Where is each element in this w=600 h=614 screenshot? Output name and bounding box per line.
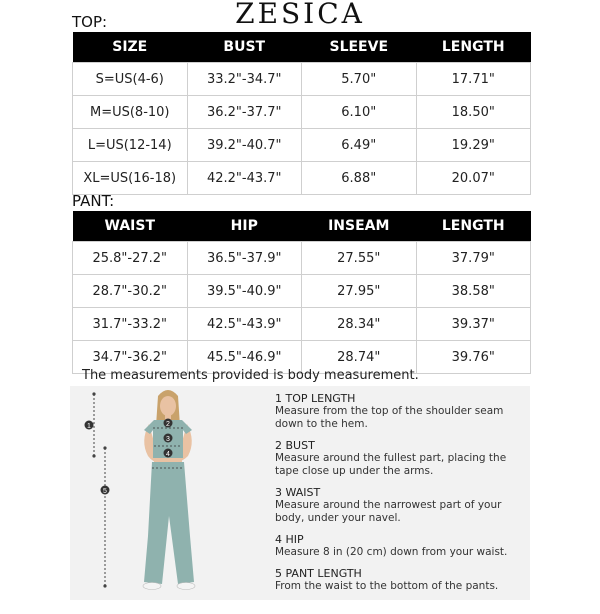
- table-cell: 39.5"-40.9": [187, 275, 302, 308]
- column-header: SLEEVE: [302, 32, 417, 63]
- table-cell: 28.7"-30.2": [73, 275, 188, 308]
- marker-label: 3: [166, 436, 170, 443]
- table-row: [73, 63, 531, 96]
- table-cell: 17.71": [416, 63, 531, 96]
- table-cell: 27.95": [302, 275, 417, 308]
- table-cell: 34.7"-36.2": [73, 341, 188, 374]
- pant-section-label: PANT:: [72, 192, 115, 210]
- instruction-step: [275, 486, 530, 533]
- pant-size-table: [72, 211, 531, 374]
- table-cell: 36.5"-37.9": [187, 242, 302, 275]
- table-cell: 39.76": [416, 341, 531, 374]
- measurement-note: The measurements provided is body measurement.: [82, 368, 419, 383]
- table-row: [73, 308, 531, 341]
- step-text: Measure 8 in (20 cm) down from your waist.: [275, 546, 508, 558]
- table-cell: 25.8"-27.2": [73, 242, 188, 275]
- table-cell: S=US(4-6): [73, 63, 188, 96]
- table-header-row: [73, 211, 531, 242]
- pants-garment-shape: [144, 462, 194, 584]
- step-text: Measure around the fullest part, placing the tape close up under the arms.: [275, 452, 507, 477]
- marker-label: 5: [103, 488, 107, 495]
- marker-label: 2: [166, 421, 170, 428]
- table-row: [73, 96, 531, 129]
- table-cell: 5.70": [302, 63, 417, 96]
- marker-1: [85, 421, 94, 431]
- column-header: HIP: [187, 211, 302, 242]
- table-cell: 28.34": [302, 308, 417, 341]
- head-shape: [160, 396, 176, 416]
- step-title: 5 PANT LENGTH: [275, 567, 362, 580]
- table-cell: 6.88": [302, 162, 417, 195]
- step-text: Measure around the narrowest part of your body, under your navel.: [275, 499, 502, 524]
- table-cell: 42.5"-43.9": [187, 308, 302, 341]
- table-cell: 38.58": [416, 275, 531, 308]
- column-header: SIZE: [73, 32, 188, 63]
- step-title: 2 BUST: [275, 439, 315, 452]
- table-cell: 45.5"-46.9": [187, 341, 302, 374]
- table-cell: 42.2"-43.7": [187, 162, 302, 195]
- table-cell: 33.2"-34.7": [187, 63, 302, 96]
- step-text: Measure from the top of the shoulder seam down to the hem.: [275, 405, 504, 430]
- right-shoe-shape: [177, 583, 195, 590]
- line-end-dot: [103, 584, 106, 587]
- table-cell: 28.74": [302, 341, 417, 374]
- top-size-table: [72, 32, 531, 195]
- step-title: 4 HIP: [275, 533, 304, 546]
- measurement-guide: [70, 386, 530, 600]
- midriff-shape: [154, 458, 182, 462]
- table-cell: 37.79": [416, 242, 531, 275]
- step-title: 3 WAIST: [275, 486, 321, 499]
- table-header-row: [73, 32, 531, 63]
- table-cell: 6.49": [302, 129, 417, 162]
- instruction-step: [275, 392, 530, 439]
- measurement-instructions: [275, 392, 530, 614]
- line-end-dot: [103, 446, 106, 449]
- table-cell: M=US(8-10): [73, 96, 188, 129]
- column-header: INSEAM: [302, 211, 417, 242]
- step-title: 1 TOP LENGTH: [275, 392, 356, 405]
- marker-label: 4: [166, 451, 170, 458]
- table-cell: 39.37": [416, 308, 531, 341]
- line-end-dot: [92, 392, 95, 395]
- table-cell: 19.29": [416, 129, 531, 162]
- marker-label: 1: [87, 423, 91, 430]
- table-cell: 6.10": [302, 96, 417, 129]
- table-cell: 31.7"-33.2": [73, 308, 188, 341]
- table-cell: L=US(12-14): [73, 129, 188, 162]
- table-cell: 39.2"-40.7": [187, 129, 302, 162]
- line-end-dot: [92, 454, 95, 457]
- instruction-step: [275, 533, 530, 567]
- model-figure: [70, 386, 270, 600]
- column-header: WAIST: [73, 211, 188, 242]
- table-cell: XL=US(16-18): [73, 162, 188, 195]
- table-cell: 36.2"-37.7": [187, 96, 302, 129]
- table-cell: 20.07": [416, 162, 531, 195]
- column-header: LENGTH: [416, 211, 531, 242]
- table-row: [73, 129, 531, 162]
- instruction-step: [275, 567, 530, 614]
- instruction-step: [275, 439, 530, 486]
- column-header: LENGTH: [416, 32, 531, 63]
- table-row: [73, 242, 531, 275]
- table-cell: 18.50": [416, 96, 531, 129]
- table-cell: 27.55": [302, 242, 417, 275]
- table-row: [73, 162, 531, 195]
- marker-5: [101, 486, 110, 496]
- table-row: [73, 275, 531, 308]
- left-shoe-shape: [143, 583, 161, 590]
- brand-logo: ZESICA: [235, 0, 365, 30]
- column-header: BUST: [187, 32, 302, 63]
- step-text: From the waist to the bottom of the pants.: [275, 580, 499, 592]
- top-section-label: TOP:: [72, 13, 108, 31]
